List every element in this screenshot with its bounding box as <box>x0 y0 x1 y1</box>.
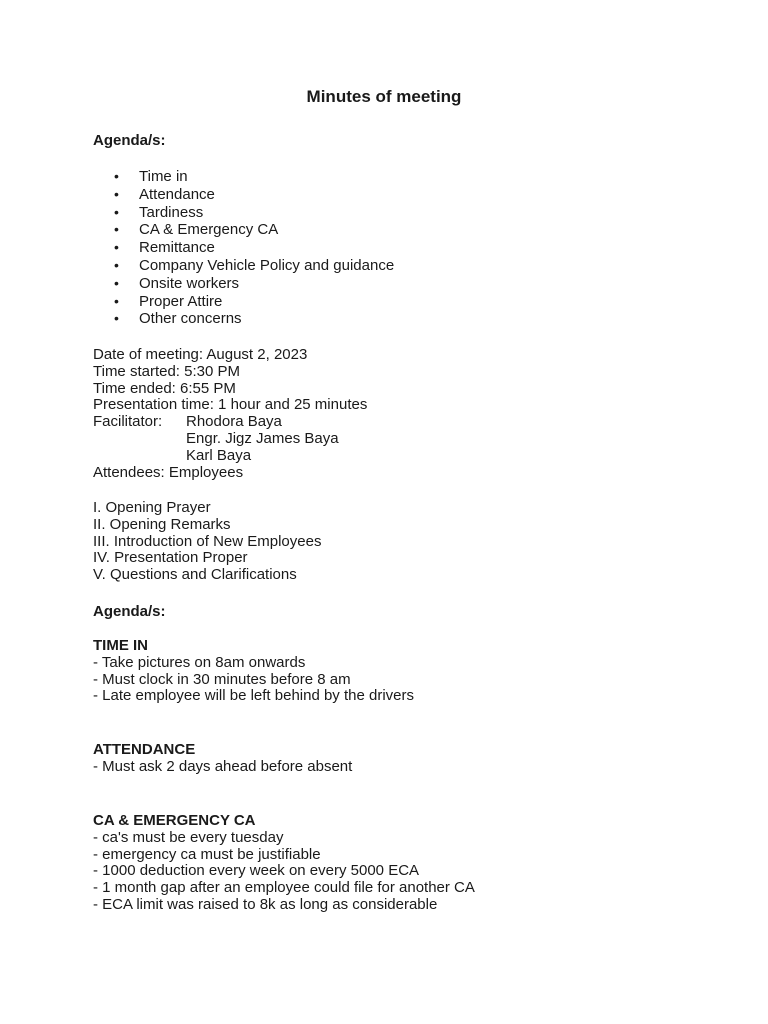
bullet-icon: • <box>114 185 119 202</box>
section-time-in <box>93 638 414 705</box>
section-item: - 1000 deduction every week on every 5000 ECA <box>93 862 420 880</box>
program-item: III. Introduction of New Employees <box>93 532 322 550</box>
bullet-icon: • <box>114 168 119 184</box>
program-item: II. Opening Remarks <box>93 515 231 533</box>
section-heading: ATTENDANCE <box>93 741 196 758</box>
bullet-icon: • <box>114 274 119 291</box>
agenda-item: • Remittance <box>114 239 215 257</box>
agenda-item: • Company Vehicle Policy and guidance <box>114 256 395 274</box>
bullet-icon: • <box>114 256 119 273</box>
agenda-heading-2: Agenda/s: <box>93 603 166 620</box>
agenda-item: • Proper Attire <box>114 292 223 310</box>
agenda-item: • Attendance <box>114 185 215 203</box>
bullet-icon: • <box>114 203 119 220</box>
presentation-time: Presentation time: 1 hour and 25 minutes <box>93 396 368 414</box>
facilitator-name: Engr. Jigz James Baya <box>186 429 339 447</box>
attendees: Attendees: Employees <box>93 463 244 481</box>
facilitator-name: Karl Baya <box>186 446 252 464</box>
section-item: - Must ask 2 days ahead before absent <box>93 757 353 775</box>
section-heading: CA & EMERGENCY CA <box>93 812 256 829</box>
section-item: - Must clock in 30 minutes before 8 am <box>93 670 351 688</box>
bullet-icon: • <box>114 310 119 327</box>
program-item: I. Opening Prayer <box>93 499 211 516</box>
program-list <box>93 500 321 584</box>
section-item: - 1 month gap after an employee could file for another CA <box>93 879 475 897</box>
section-attendance <box>93 742 352 776</box>
section-item: - ECA limit was raised to 8k as long as considerable <box>93 895 438 913</box>
agenda-item: • Time in <box>114 168 188 185</box>
meeting-info <box>93 347 367 481</box>
facilitator-name: Rhodora Baya <box>186 413 282 431</box>
agenda-heading: Agenda/s: <box>93 132 166 149</box>
program-item: V. Questions and Clarifications <box>93 566 297 584</box>
facilitator-row <box>93 414 367 431</box>
time-started: Time started: 5:30 PM <box>93 362 240 380</box>
agenda-item: • Other concerns <box>114 310 242 328</box>
document-title: Minutes of meeting <box>306 87 462 106</box>
bullet-icon: • <box>114 239 119 256</box>
section-heading: TIME IN <box>93 637 148 654</box>
section-item: - Take pictures on 8am onwards <box>93 653 306 671</box>
facilitator-row <box>93 431 367 448</box>
agenda-item: • Onsite workers <box>114 274 240 292</box>
program-item: IV. Presentation Proper <box>93 549 248 567</box>
agenda-list <box>93 168 394 328</box>
section-item: - Late employee will be left behind by the drivers <box>93 687 415 705</box>
facilitator-label: Facilitator: <box>93 413 163 431</box>
agenda-item: • Tardiness <box>114 203 204 221</box>
time-ended: Time ended: 6:55 PM <box>93 379 236 397</box>
bullet-icon: • <box>114 292 119 309</box>
agenda-item: • CA & Emergency CA <box>114 221 279 239</box>
section-item: - ca's must be every tuesday <box>93 828 284 846</box>
section-item: - emergency ca must be justifiable <box>93 845 321 863</box>
facilitator-row <box>93 448 367 465</box>
section-ca <box>93 813 475 914</box>
bullet-icon: • <box>114 221 119 238</box>
meeting-date: Date of meeting: August 2, 2023 <box>93 346 308 363</box>
